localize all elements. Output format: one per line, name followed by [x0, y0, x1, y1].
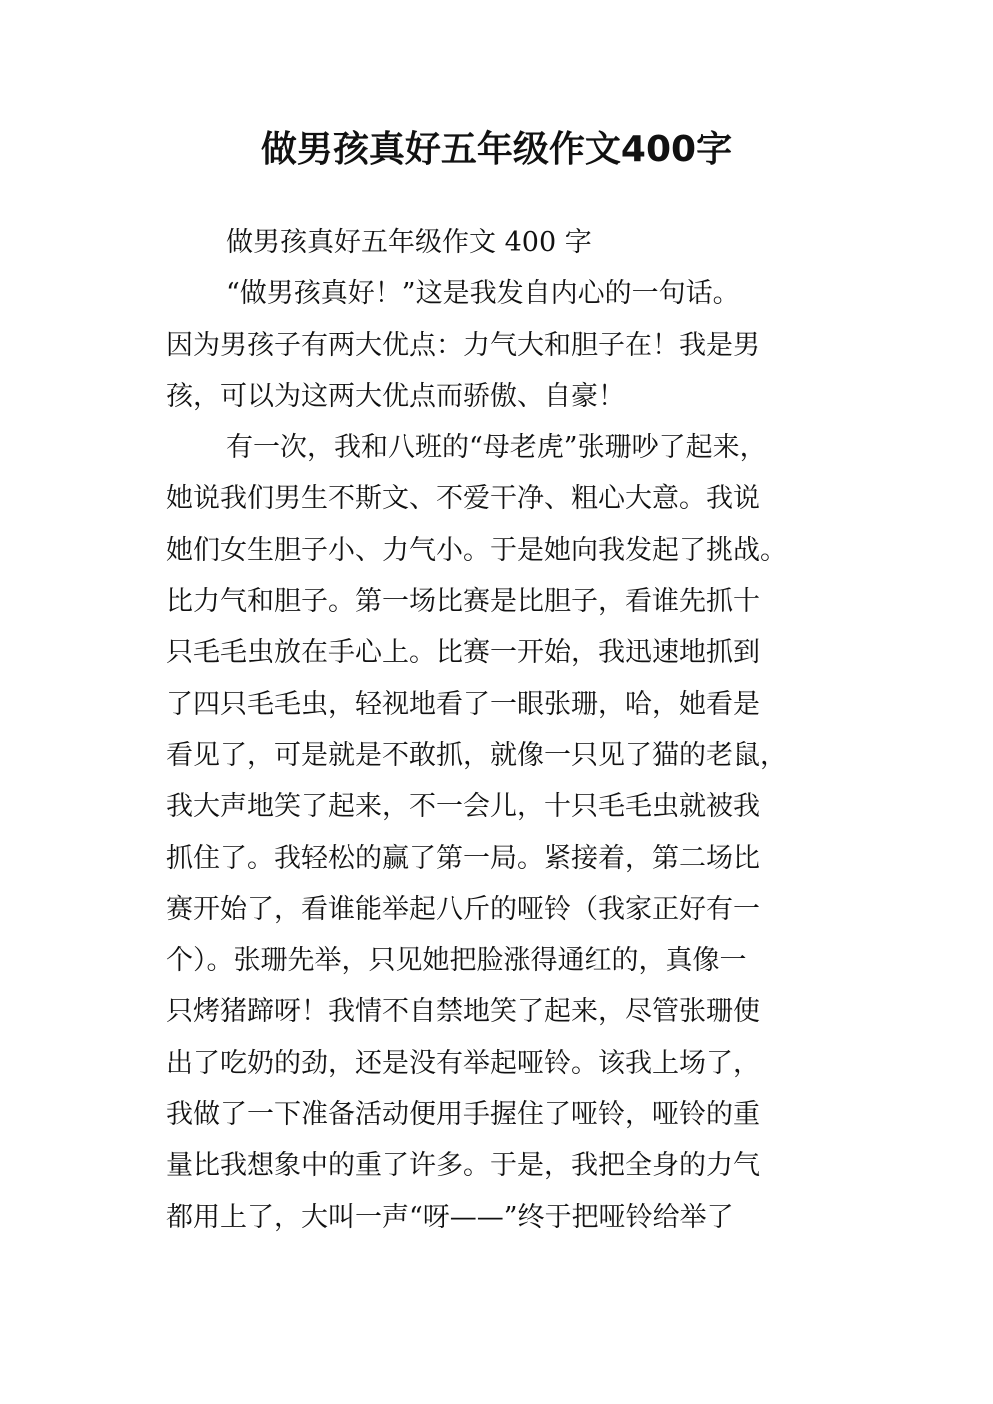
text-line: 孩，可以为这两大优点而骄傲、自豪！: [166, 380, 625, 412]
text-line: 出了吃奶的劲，还是没有举起哑铃。该我上场了，: [166, 1047, 760, 1079]
text-line: 我大声地笑了起来，不一会儿，十只毛毛虫就被我: [166, 791, 760, 823]
text-line: “做男孩真好！”这是我发自内心的一句话。: [226, 278, 740, 310]
text-line: 比力气和胆子。第一场比赛是比胆子，看谁先抓十: [166, 586, 760, 618]
text-line: 赛开始了，看谁能举起八斤的哑铃（我家正好有一: [166, 893, 760, 925]
text-line: 有一次，我和八班的“母老虎”张珊吵了起来，: [226, 432, 767, 464]
text-line: 量比我想象中的重了许多。于是，我把全身的力气: [166, 1150, 760, 1182]
text-line: 个）。张珊先举，只见她把脸涨得通红的，真像一: [166, 945, 747, 977]
document-body: [166, 217, 846, 1243]
text-line: 了四只毛毛虫，轻视地看了一眼张珊，哈，她看是: [166, 688, 760, 720]
document-title: 做男孩真好五年级作文400字: [260, 129, 733, 170]
text-line: 只烤猪蹄呀！我情不自禁地笑了起来，尽管张珊使: [166, 996, 760, 1028]
text-line: 抓住了。我轻松的赢了第一局。紧接着，第二场比: [166, 842, 760, 874]
text-line: 只毛毛虫放在手心上。比赛一开始，我迅速地抓到: [166, 637, 760, 669]
text-line: 做男孩真好五年级作文 400 字: [226, 227, 592, 258]
text-line: 她们女生胆子小、力气小。于是她向我发起了挑战。: [166, 534, 787, 566]
text-line: 看见了，可是就是不敢抓，就像一只见了猫的老鼠，: [166, 739, 787, 771]
text-line: 因为男孩子有两大优点：力气大和胆子在！我是男: [166, 329, 760, 361]
text-line: 她说我们男生不斯文、不爱干净、粗心大意。我说: [166, 483, 760, 515]
text-line: 都用上了，大叫一声“呀——”终于把哑铃给举了: [166, 1201, 734, 1233]
text-line: 我做了一下准备活动便用手握住了哑铃，哑铃的重: [166, 1099, 760, 1131]
